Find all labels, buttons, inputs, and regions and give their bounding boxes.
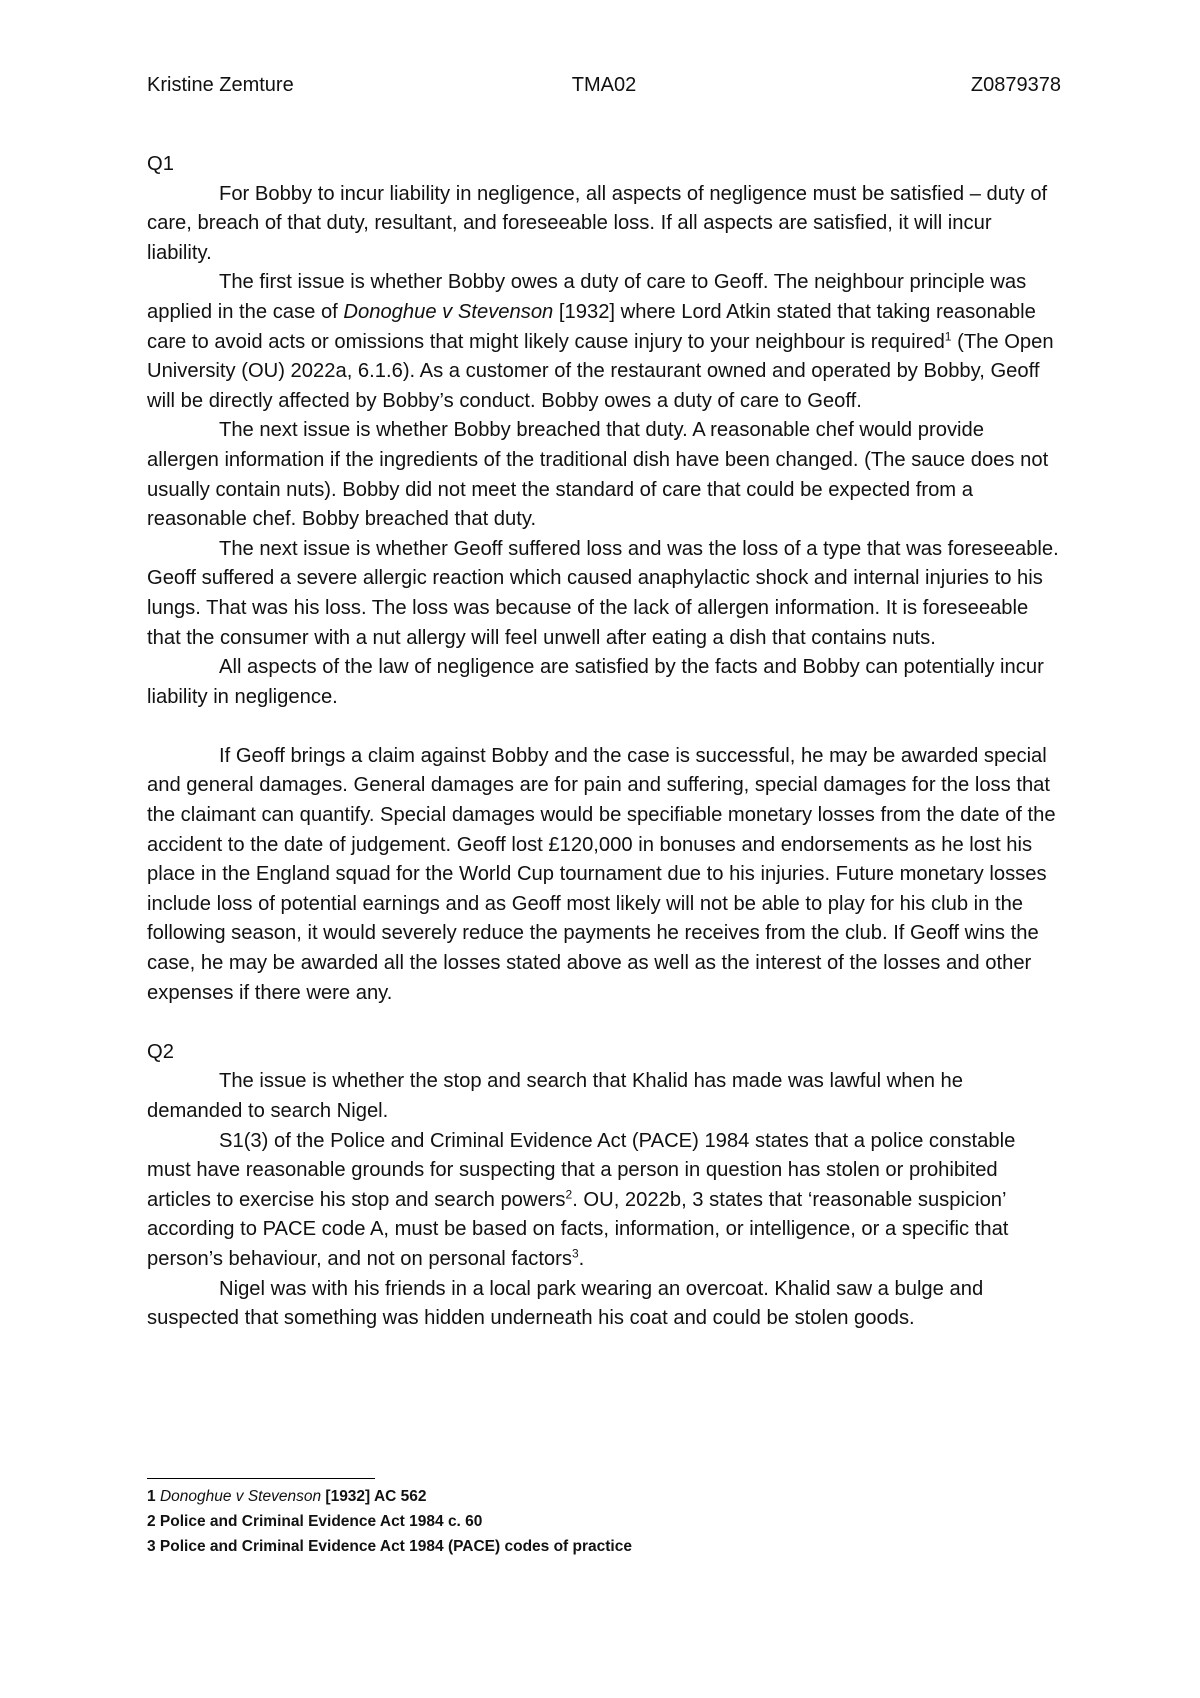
q1-paragraph-5: All aspects of the law of negligence are satisfied by the facts and Bobby can potentially incur liability in negligence.	[147, 656, 1044, 708]
case-name: Donoghue v Stevenson	[343, 300, 554, 323]
q2-p2-text-3: .	[578, 1247, 585, 1270]
q1-p2-text-1: The first issue is whether Bobby owes a duty of care to Geoff. The neighbour principle was applied in the case of	[147, 271, 1027, 323]
q2-heading: Q2	[147, 1040, 174, 1063]
q1-paragraph-1: For Bobby to incur liability in negligence, all aspects of negligence must be satisfied – duty of care, breach of that duty, resultant, and foreseeable loss. If all aspects are satisfied, it will incur liability.	[147, 182, 1048, 264]
q2-paragraph-3: Nigel was with his friends in a local park wearing an overcoat. Khalid saw a bulge and suspected that something was hidden underneath his coat and could be stolen goods.	[147, 1277, 984, 1330]
footnote-1-case: Donoghue v Stevenson	[159, 1488, 322, 1505]
q1-paragraph-3: The next issue is whether Bobby breached that duty. A reasonable chef would provide allergen information if the ingredients of the traditional dish have been changed. (The sauce does not usually contain nuts). Bobby did not meet the standard of care that could be expected from a reasonable chef. Bobby breached that duty.	[147, 419, 1049, 531]
section-spacer	[147, 1008, 1061, 1038]
paragraph-spacer	[147, 712, 1061, 742]
footnote-ref-1: 1	[944, 328, 952, 343]
footnotes	[147, 1484, 1047, 1559]
header-author: Kristine Zemture	[147, 74, 294, 96]
q1-p2-text-3: (The Open University (OU) 2022a, 6.1.6). As a customer of the restaurant owned and operated by Bobby, Geoff will be directly affected by Bobby’s conduct. Bobby owes a duty of care to Geoff.	[147, 330, 1054, 412]
header-assignment: TMA02	[571, 74, 637, 96]
document-body	[147, 150, 1061, 1334]
footnote-ref-2: 2	[565, 1187, 573, 1202]
footnote-1	[147, 1484, 1047, 1509]
q2-paragraph-2	[147, 1127, 1061, 1275]
footnote-1-citation: [1932] AC 562	[325, 1488, 427, 1505]
q2-p2-text-2: . OU, 2022b, 3 states that ‘reasonable suspicion’ according to PACE code A, must be based on facts, information, or intelligence, or a specific that person’s behaviour, and not on personal factors	[147, 1188, 1009, 1270]
footnote-3: 3 Police and Criminal Evidence Act 1984 (PACE) codes of practice	[147, 1538, 632, 1555]
footnote-separator	[147, 1478, 375, 1479]
q1-heading: Q1	[147, 153, 174, 175]
header-student-id: Z0879378	[970, 74, 1061, 96]
q1-p2-text-2: [1932] where Lord Atkin stated that taking reasonable care to avoid acts or omissions that might likely cause injury to your neighbour is required	[147, 300, 1036, 353]
q1-paragraph-2	[147, 268, 1061, 416]
q1-paragraph-4: The next issue is whether Geoff suffered loss and was the loss of a type that was foreseeable. Geoff suffered a severe allergic reaction which caused anaphylactic shock and internal injuries to his lungs. That was his loss. The loss was because of the lack of allergen information. It is foreseeable that the consumer with a nut allergy will feel unwell after eating a dish that contains nuts.	[147, 537, 1059, 649]
footnote-ref-3: 3	[571, 1246, 579, 1261]
q2-paragraph-1: The issue is whether the stop and search that Khalid has made was lawful when he demanded to search Nigel.	[147, 1070, 964, 1122]
footnote-2: 2 Police and Criminal Evidence Act 1984 c. 60	[147, 1513, 483, 1530]
q2-p2-text-1: S1(3) of the Police and Criminal Evidence Act (PACE) 1984 states that a police constable must have reasonable grounds for suspecting that a person in question has stolen or prohibited articles to exercise his stop and search powers	[147, 1129, 1016, 1211]
footnote-1-number: 1	[147, 1488, 156, 1505]
q1-paragraph-6: If Geoff brings a claim against Bobby and the case is successful, he may be awarded special and general damages. General damages are for pain and suffering, special damages for the loss that the claimant can quantify. Special damages would be specifiable monetary losses from the date of the accident to the date of judgement. Geoff lost £120,000 in bonuses and endorsements as he lost his place in the England squad for the World Cup tournament due to his injuries. Future monetary losses include loss of potential earnings and as Geoff most likely will not be able to play for his club in the following season, it would severely reduce the payments he receives from the club. If Geoff wins the case, he may be awarded all the losses stated above as well as the interest of the losses and other expenses if there were any.	[147, 744, 1056, 1004]
page-header	[147, 74, 1061, 102]
